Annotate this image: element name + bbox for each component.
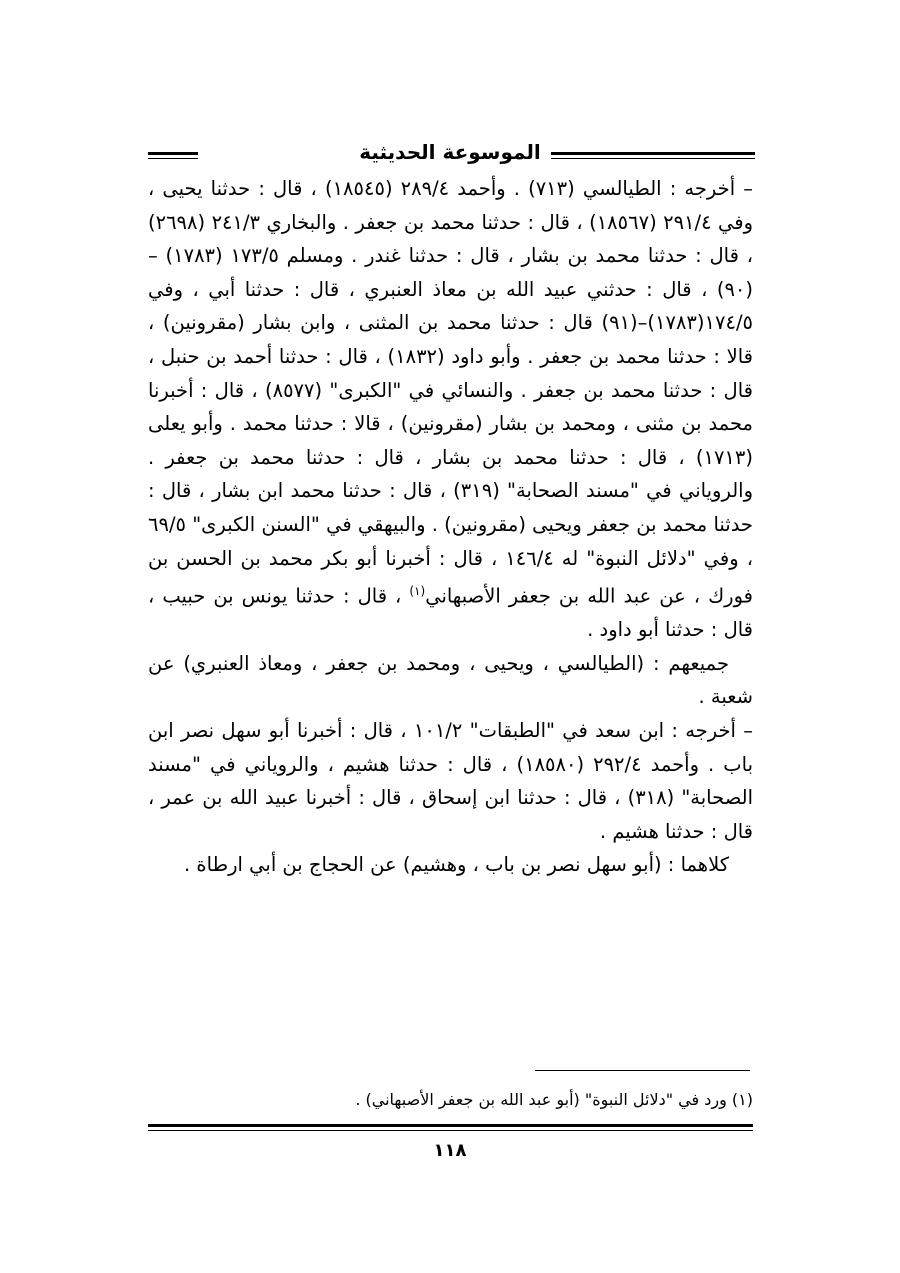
page-number: ١١٨ [433,1140,467,1161]
paragraph-1-tail: ، قال : حدثنا يونس بن حبيب ، قال : حدثنا أبو داود . [148,584,753,642]
paragraph-4: كلاهما : (أبو سهل نصر بن باب ، وهشيم) عن الحجاج بن أبي ارطاة . [184,853,729,877]
footnote: (١) ورد في "دلائل النبوة" (أبو عبد الله بن جعفر الأصبهاني) . [355,1090,753,1109]
footer-rule-thick [148,1124,753,1127]
page-header [0,140,900,164]
paragraph-1 [148,172,753,647]
main-text [148,172,753,882]
paragraph-3: – أخرجه : ابن سعد في "الطبقات" ١٠١/٢ ، قال : أخبرنا أبو سهل نصر ابن باب . وأحمد ٢٩٢/٤ (١٨٥٨٠) ، قال : حدثنا هشيم ، والروياني في "مسند الصحابة" (٣١٨) ، قال : حدثنا ابن إسحاق ، قال : أخبرنا عبيد الله بن عمر ، قال : حدثنا هشيم . [148,719,753,843]
header-title: الموسوعة الحديثية [349,140,551,164]
paragraph-1-text: – أخرجه : الطيالسي (٧١٣) . وأحمد ٢٨٩/٤ (١٨٥٤٥) ، قال : حدثنا يحيى ، وفي ٢٩١/٤ (١٨٥٦٧) ، قال : حدثنا محمد بن جعفر . والبخاري ٢٤١/٣ (٢٦٩٨) ، قال : حدثنا محمد بن بشار ، قال : حدثنا غندر . ومسلم ١٧٣/٥ (١٧٨٣) – (٩٠) ، قال : حدثني عبيد الله بن معاذ العنبري ، قال : حدثنا أبي ، وفي ١٧٤/٥(١٧٨٣)–(٩١) قال : حدثنا محمد بن المثنى ، وابن بشار (مقرونين) ، قالا : حدثنا محمد بن جعفر . وأبو داود (١٨٣٢) ، قال : حدثنا أحمد بن حنبل ، قال : حدثنا محمد بن جعفر . والنسائي في "الكبرى" (٨٥٧٧) ، قال : أخبرنا محمد بن مثنى ، ومحمد بن بشار (مقرونين) ، قالا : حدثنا محمد . وأبو يعلى (١٧١٣) ، قال : حدثنا محمد بن بشار ، قال : حدثنا محمد بن جعفر . والروياني في "مسند الصحابة" (٣١٩) ، قال : حدثنا محمد ابن بشار ، قال : حدثنا محمد بن جعفر ويحيى (مقرونين) . والبيهقي في "السنن الكبرى" ٦٩/٥ ، وفي "دلائل النبوة" له ١٤٦/٤ ، قال : أخبرنا أبو بكر محمد بن الحسن بن فورك ، عن عبد الله بن جعفر الأصبهاني [148,177,754,608]
footnote-separator [535,1070,750,1071]
footnote-reference: (١) [409,584,426,599]
footer-rule-thin [148,1130,753,1131]
paragraph-2: جميعهم : (الطيالسي ، ويحيى ، ومحمد بن جعفر ، ومعاذ العنبري) عن شعبة . [148,651,753,709]
